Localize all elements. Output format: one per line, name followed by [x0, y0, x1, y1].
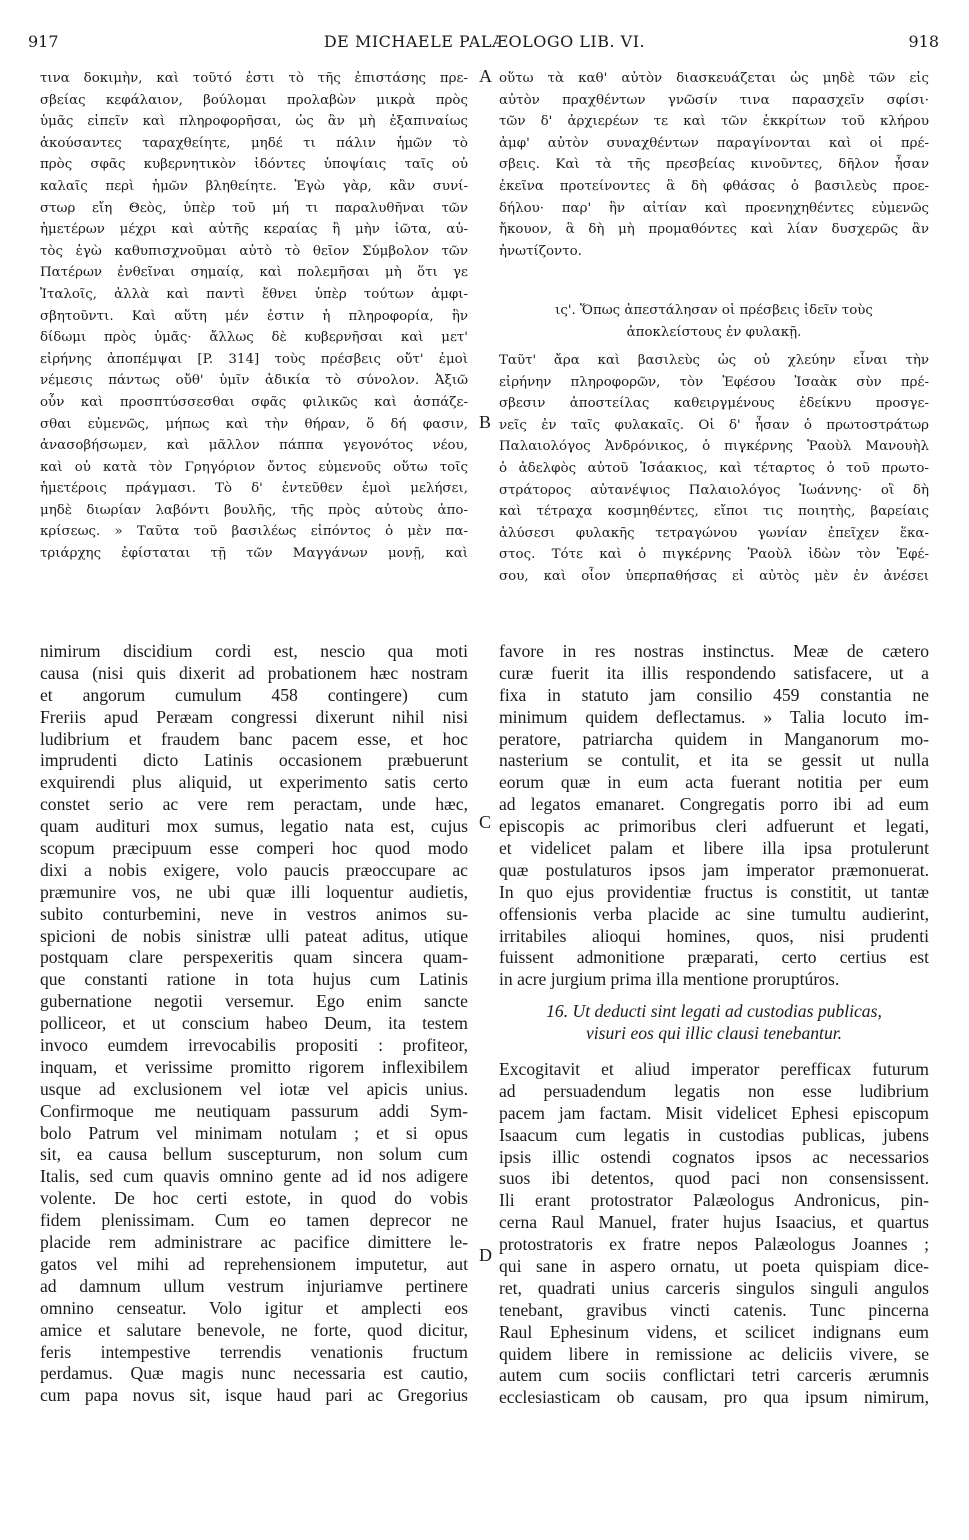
- text-line: amice et salutare benevole, ne forte, quod dicitur,: [40, 1319, 468, 1340]
- latin-section-heading: [499, 1001, 929, 1045]
- text-line: σβητοῦντι. Καὶ αὕτη μέν ἐστιν ἡ πληροφορία, ἣν: [40, 308, 468, 324]
- margin-letter-b: B: [479, 412, 492, 432]
- text-line: sit, ea causa bellum suscepturum, non solum cum: [40, 1144, 468, 1165]
- text-line: ecclesiasticam ob causam, pro qua ipsum nimirum,: [499, 1387, 929, 1408]
- text-line: fidem plenissimam. Cum eo tamen deprecor ne: [40, 1210, 468, 1231]
- text-line: δίδωμι πρὸς ὑμᾶς· ἄλλως δὲ κυβερνῆσαι καὶ μετ': [40, 330, 468, 346]
- text-line: μηδὲ διωρίαν λαβόντι βουλῆς, τῆς πρὸς αὐτοὺς ἀπο-: [40, 502, 468, 518]
- margin-letter-d: D: [479, 1245, 492, 1265]
- text-line: ipsis illic ostendi cognatos ipsos ac necessarios: [499, 1146, 929, 1167]
- text-line: nasterium se contulit, et ita se gessit ut nulla: [499, 750, 929, 771]
- text-line: imprudenti dicto Latinis occasionem præbuerunt: [40, 750, 468, 771]
- text-line: protostratoris ex fratre nepos Palæologus Joannes ;: [499, 1234, 929, 1255]
- text-line: spicioni de nobis sinistræ ulli pateat aditus, utique: [40, 925, 468, 946]
- margin-letter-a: A: [479, 66, 492, 86]
- greek-text-left-column: [40, 68, 468, 565]
- text-line: cum papa novus sit, isque haud pari ac Gregorius: [40, 1385, 468, 1406]
- text-line: peratore, patriarcha quidem in Manganorum mo-: [499, 728, 929, 749]
- text-line: στράτορος αὐτανέψιος Παλαιολόγος Ἰωάννης· οἳ δὴ: [499, 482, 929, 498]
- text-line: εἰρήνης ἀποπέμψαι [P. 314] τοὺς πρέσβεις οὔτ' ἐμοὶ: [40, 351, 468, 367]
- text-line: τινα δοκιμὴν, καὶ τοῦτό ἐστι τὸ τῆς ἐπιστάσης πρε-: [40, 71, 468, 86]
- text-line: offensionis verba placide ac sine tumultu audierint,: [499, 903, 929, 924]
- text-line: ἁλύσεσι φυλακῆς τετραγώνου γωνίαν ἐπεῖχεν ἕκα-: [499, 525, 929, 541]
- text-line: ludibrium et fraudem banc pacem esse, et hoc: [40, 728, 468, 749]
- text-line: feris intempestive terrendis venationis fructum: [40, 1341, 468, 1362]
- text-line: autem cum sociis conflictari tetri carceris ærumnis: [499, 1365, 929, 1386]
- text-line: nimirum discidium cordi est, nescio qua moti: [40, 641, 468, 661]
- text-line: volente. De hoc certi estote, in quod do vobis: [40, 1188, 468, 1209]
- text-line: usque ad exclusionem vel iotæ vel apicis unius.: [40, 1078, 468, 1099]
- text-line: Ili erant protostrator Palæologus Andronicus, pin-: [499, 1190, 929, 1211]
- text-line: episcopis ac primoribus cleri adfuerunt et legati,: [499, 816, 929, 837]
- text-line: τὸς ἐγὼ καθυπισχνοῦμαι αὐτὸ τὸ θεῖον Σύμβολον τῶν: [40, 243, 468, 259]
- text-line: subito conturbemini, neve in vestros animos su-: [40, 903, 468, 924]
- text-line: αὐτὸν πραχθέντων γνῶσίν τινα παρασχεῖν σφίσι·: [499, 92, 929, 108]
- text-line: ὑμᾶς εἰπεῖν καὶ πληροφορῆσαι, ὡς ἂν μὴ ἐξαπιναίως: [40, 114, 468, 130]
- running-title: DE MICHAELE PALÆOLOGO LIB. VI.: [323, 32, 646, 51]
- text-line: minimum quidem deflectamus. » Talia locuto im-: [499, 706, 929, 727]
- latin-heading-line-2: visuri eos qui illic clausi tenebantur.: [585, 1022, 843, 1043]
- text-line: σβείας κεφάλαιον, βούλομαι προλαβὼν μικρὰ πρὸς: [40, 92, 468, 108]
- text-line: ὁ ἀδελφὸς αὐτοῦ Ἰσάακιος, καὶ τέταρτος ὁ τοῦ πρωτο-: [499, 460, 929, 476]
- text-line: Italis, sed cum quavis omnino gente ad id nos adigere: [40, 1166, 468, 1187]
- latin-text-right-column-top: [499, 641, 929, 991]
- text-line: in acre jurgium prima illa mentione proruptúros.: [499, 969, 840, 990]
- text-line: inquam, et verissime promitto rigorem inflexibilem: [40, 1056, 468, 1077]
- text-line: στωρ εἴη Θεὸς, ὑπὲρ τοῦ μή τι παραλυθῆναι τῶν: [40, 200, 468, 216]
- latin-heading-line-1: 16. Ut deducti sint legati ad custodias publicas,: [546, 1001, 882, 1021]
- text-line: tenebant, gravibus vincti catenis. Tunc pincerna: [499, 1299, 929, 1320]
- text-line: causa (nisi quis dixerit ad probationem hæc nostram: [40, 662, 468, 683]
- text-line: quam audituri mox sumus, legatio nata est, cujus: [40, 816, 468, 837]
- text-line: postquam clare perspexeritis quam sincera quam-: [40, 947, 468, 968]
- text-line: ad damnum ullum vestrum injuriamve pertinere: [40, 1275, 468, 1296]
- text-line: eorum quæ in eum acta fuerant notitia per eum: [499, 772, 929, 793]
- text-line: In quo ejus providentiæ fructus is constitit, ut tantæ: [499, 881, 929, 902]
- text-line: οὕτω τὰ καθ' αὐτὸν διασκευάζεται ὡς μηδὲ τῶν εἰς: [499, 71, 929, 86]
- text-line: σβεσιν ἀποστείλας καθειργμένους ἐδείκνυ προσγε-: [499, 396, 929, 412]
- text-line: Freriis apud Peræam congressi dixerunt nihil nisi: [40, 706, 468, 727]
- text-line: pacem jam factam. Misit videlicet Ephesi episcopum: [499, 1102, 929, 1123]
- text-line: δήλου· παρ' ἣν αἰτίαν καὶ προενηχηθέντες εὐμενῶς: [499, 200, 929, 216]
- margin-letter-c: C: [479, 812, 492, 832]
- text-line: τῶν δ' ἀρχιερέων τε καὶ τῶν ἐκκρίτων τοῦ κλήρου: [499, 114, 929, 130]
- text-line: fixa in statuto jam consilio 459 constantia ne: [499, 684, 929, 705]
- text-line: placide rem administrare ac pacifice dimittere le-: [40, 1232, 468, 1253]
- text-line: κρίσεως. » Ταῦτα τοῦ βασιλέως εἰπόντος ὁ μὲν πα-: [40, 524, 468, 540]
- text-line: ret, quadrati unius carceris singulos singuli angulos: [499, 1277, 929, 1298]
- text-line: ἀκούσαντες ταραχθείητε, μηδέ τι πάλιν ἡμῶν τὸ: [40, 135, 468, 151]
- text-line: Παλαιολόγος Ἀνδρόνικος, ὁ πιγκέρνης Ῥαοὺλ Μανουὴλ: [499, 439, 929, 455]
- text-line: ἠνωτίζοντο.: [499, 243, 582, 259]
- text-line: que constanti ratione in tota hujus cum Latinis: [40, 969, 468, 990]
- text-line: quidem libere in remissione ac deliciis vivere, se: [499, 1343, 929, 1364]
- text-line: σου, καὶ οἷον ὑπερπαθήσας εἰ αὐτὸς μὲν ἐν ἀνέσει: [499, 568, 929, 584]
- text-line: νέμεσις πάντως οὔθ' ὑμῖν ἀδικία τὸ σύνολον. Ἀξιῶ: [40, 373, 468, 389]
- text-line: præmunire vos, ne ubi quæ illi loquentur audietis,: [40, 881, 468, 902]
- text-line: στος. Τότε καὶ ὁ πιγκέρνης Ῥαοὺλ ἰδὼν τὸν Ἐφέ-: [499, 547, 929, 563]
- text-line: perdamus. Quæ magis nunc necessaria est cautio,: [40, 1363, 468, 1384]
- text-line: ἤκουον, ἃ δὴ μὴ προμαθόντες καὶ λίαν δυσχερῶς ἂν: [499, 222, 929, 238]
- greek-section-heading: [499, 300, 929, 343]
- text-line: gubernatione negotii versemur. Ego enim sancte: [40, 991, 468, 1012]
- text-line: τριάρχης ἐφίσταται τῇ τῶν Μαγγάνων μονῇ, καὶ: [40, 546, 468, 562]
- text-line: ἀνασοβήσωμεν, καὶ μᾶλλον πάππα γεγονότος νέου,: [40, 438, 468, 454]
- text-line: σθαι εὐμενῶς, μήπως καὶ τὴν θήραν, ὅ δή φασιν,: [40, 416, 468, 432]
- text-line: ἀμφ' αὐτὸν συναχθέντων παραγίνονται καὶ οἱ πρέ-: [499, 135, 929, 151]
- text-line: Ἰταλοῖς, ἀλλὰ καὶ παντὶ ἔθνει ὑπὲρ τούτων ἀμφι-: [40, 286, 468, 302]
- text-line: πρὸς σφᾶς κυβερνητικὸν ἰδόντες ὑποψίαις ταῖς οὐ: [40, 157, 468, 173]
- text-line: Excogitavit et aliud imperator perefficax futurum: [499, 1059, 929, 1079]
- text-line: polliceor, et ut conscium habeo Deum, ita testem: [40, 1013, 468, 1034]
- text-line: ad legatos emanaret. Congregatis porro ibi ad eum: [499, 794, 929, 815]
- latin-text-left-column: [40, 641, 468, 1407]
- text-line: Ταῦτ' ἄρα καὶ βασιλεὺς ὡς οὐ χλεύην εἶναι τὴν: [499, 353, 929, 368]
- text-line: omnino censeatur. Volo igitur et amplecti eos: [40, 1297, 468, 1318]
- text-line: qui sane in aspero ornatu, ut poeta quispiam dice-: [499, 1256, 929, 1277]
- text-line: καλαῖς περὶ ἡμῶν βληθείητε. Ἐγὼ γὰρ, κἂν συνί-: [40, 178, 468, 194]
- greek-text-right-column-bottom: [499, 350, 929, 588]
- greek-heading-line-2: ἀποκλείστους ἐν φυλακῇ.: [626, 324, 802, 340]
- text-line: Isaacum cum legatis in custodias publicas, jubens: [499, 1124, 929, 1145]
- text-line: σβεις. Καὶ τὰ τῆς πρεσβείας κινοῦντες, δῆλον ἦσαν: [499, 157, 929, 173]
- text-line: εἰρήνην πληροφορῶν, τὸν Ἐφέσου Ἰσαὰκ σὺν πρέ-: [499, 374, 929, 390]
- page-number-right: 918: [908, 32, 939, 51]
- text-line: cerna Raul Manuel, frater hujus Isaacius, et quartus: [499, 1212, 929, 1233]
- text-line: καὶ τέτραχα κοσμηθέντες, εἴποι τις ποιητὴς, βαρείαις: [499, 504, 929, 520]
- text-line: Πατέρων ἐνθεῖναι σημαίᾳ, καὶ πολεμῆσαι μὴ ὅτι γε: [40, 265, 468, 281]
- text-line: Confirmoque me neutiquam passurum addi Sym-: [40, 1100, 468, 1121]
- text-line: οὖν καὶ προσπτύσσεσθαι σφᾶς φιλικῶς καὶ ἀσπάζε-: [40, 394, 468, 410]
- page-number-left: 917: [28, 32, 59, 51]
- text-line: invoco eumdem irrevocabilis propositi : profiteor,: [40, 1035, 468, 1056]
- latin-text-right-column-bottom: [499, 1059, 929, 1409]
- text-line: quæ postulaturos ipsos jam imperator præmonuerat.: [499, 859, 929, 880]
- text-line: scopum præcipuum esse comperi hoc quod modo: [40, 838, 468, 859]
- greek-heading-line-1: ις'. Ὅπως ἀπεστάλησαν οἱ πρέσβεις ἰδεῖν τοὺς: [555, 303, 873, 318]
- text-line: gatos vel mihi ad reprehensionem imputetur, aut: [40, 1253, 468, 1274]
- text-line: bolo Patrum vel minimam notulam ; et si opus: [40, 1122, 468, 1143]
- text-line: exquirendi plus aliquid, ut experimento satis certo: [40, 772, 468, 793]
- text-line: et angorum cumulum 458 contingere) cum: [40, 684, 468, 705]
- greek-text-right-column-top: [499, 68, 929, 262]
- text-line: constet serio ac vere rem peractam, unde hæc,: [40, 794, 468, 815]
- text-line: dixi a nobis exigere, volo paucis præoccupare ac: [40, 859, 468, 880]
- text-line: fuissent admonitione præparati, certo certius est: [499, 947, 929, 968]
- text-line: ἐκεῖνα προτείνοντες ἃ δὴ φθάσας ὁ βασιλεὺς προε-: [499, 178, 929, 194]
- text-line: favore in res nostras instinctus. Meæ de cætero: [499, 641, 929, 661]
- text-line: irritabiles alioqui homines, quos, nisi prudenti: [499, 925, 929, 946]
- text-line: ἡμετέρων μέχρι καὶ αὐτῆς κεραίας ἢ μὴν ἰῶτα, αὐ-: [40, 222, 468, 238]
- text-line: νεῖς ἐν ταῖς φυλακαῖς. Οἱ δ' ἦσαν ὁ πρωτοστράτωρ: [499, 417, 929, 433]
- text-line: curæ fuerit ita illis respondendo satisfacere, ut a: [499, 662, 929, 683]
- text-line: Raul Ephesinum videns, et scilicet indignans eum: [499, 1321, 929, 1342]
- text-line: ad persuadendum legatis non esse ludibrium: [499, 1080, 929, 1101]
- text-line: καὶ οὐ κατὰ τὸν Γρηγόριον ὄντος εὐμενοῦς οὕτω τοῖς: [40, 459, 468, 475]
- text-line: et videlicet palam et libere illa ipsa protulerunt: [499, 838, 929, 859]
- text-line: suos ibi detentos, quod paci non consensissent.: [499, 1168, 929, 1189]
- text-line: ἡμετέροις πράγμασι. Τὸ δ' ἐντεῦθεν ἐμοὶ μελήσει,: [40, 481, 468, 497]
